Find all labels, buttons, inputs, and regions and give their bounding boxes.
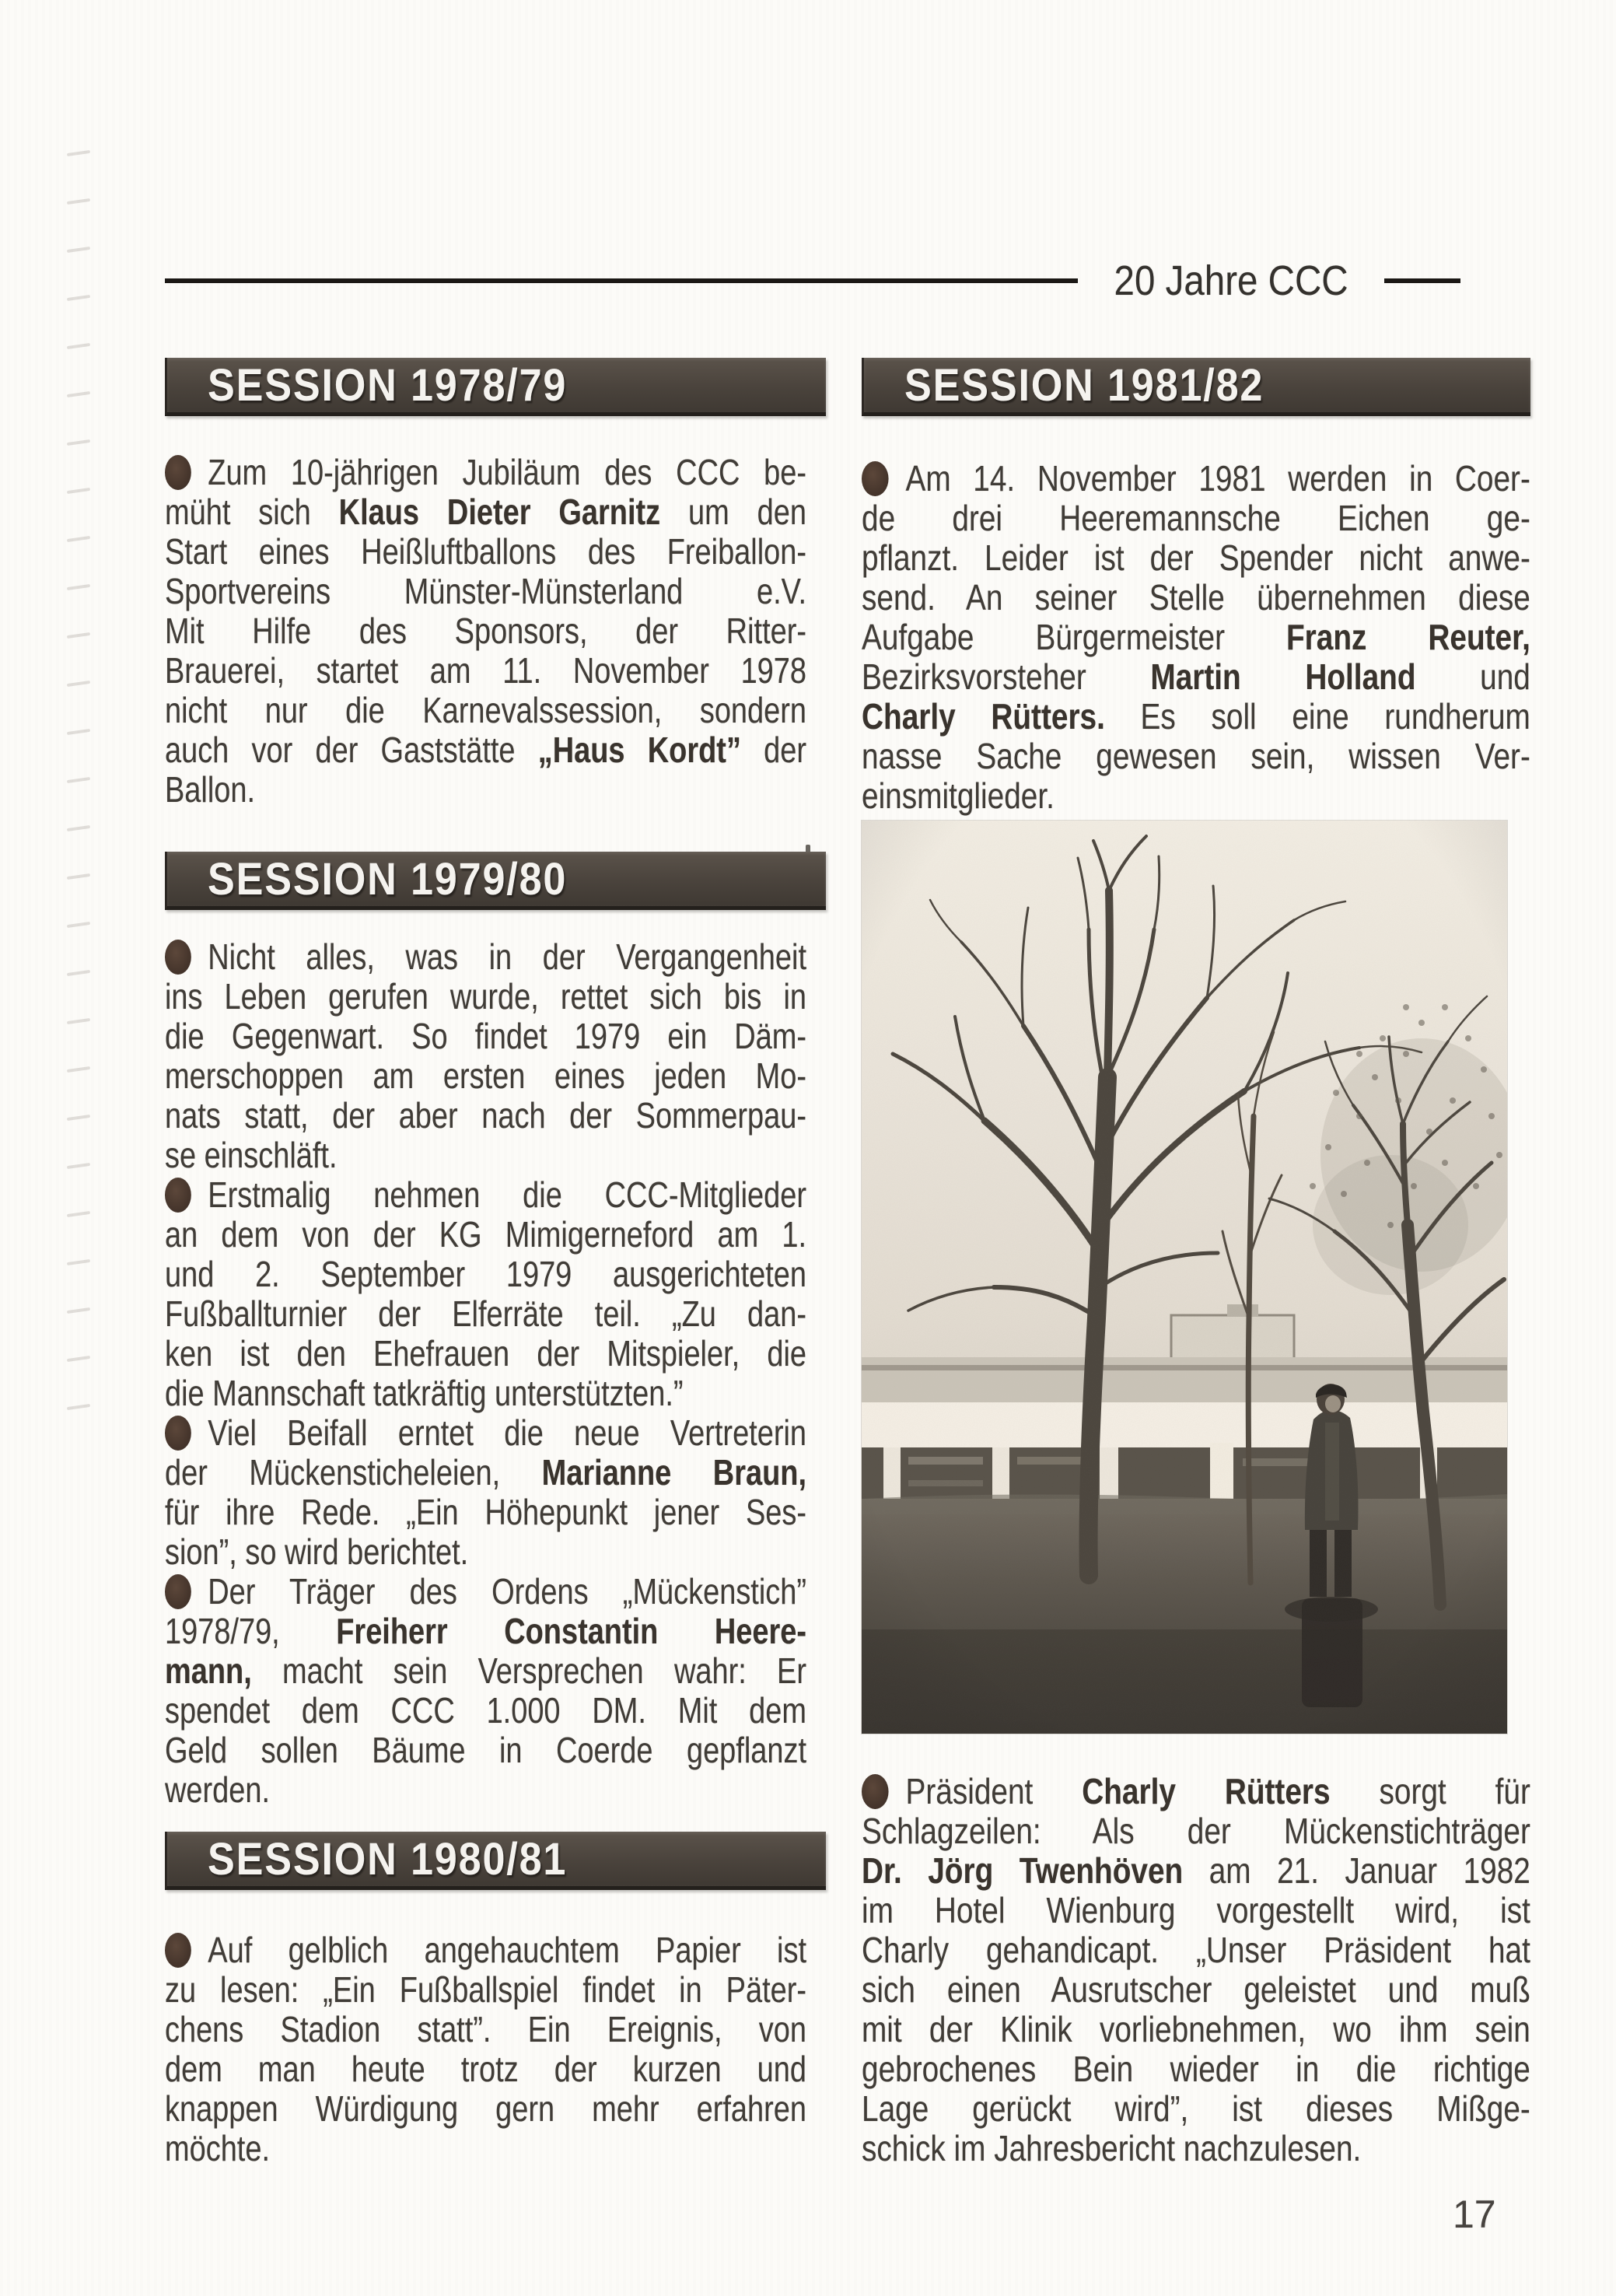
text-line — [165, 492, 806, 532]
binding-mark — [67, 343, 90, 349]
text-segment: möchte. — [165, 2128, 271, 2168]
text-segment: Lage gerückt wird”, ist dieses Mißge- — [862, 2088, 1530, 2129]
text-line — [165, 453, 806, 492]
text-line — [862, 1772, 1530, 1811]
binding-mark — [67, 1018, 90, 1024]
section-header-label: SESSION 1978/79 — [208, 359, 568, 411]
bullet-icon — [165, 1178, 191, 1213]
section-header-label: SESSION 1979/80 — [208, 853, 568, 905]
text-line — [165, 2129, 806, 2168]
text-segment: müht sich — [165, 492, 339, 532]
text-line — [862, 2010, 1530, 2049]
paragraph — [165, 937, 806, 1175]
text-line — [862, 1811, 1530, 1851]
text-line — [165, 1096, 806, 1136]
text-segment: Bezirksvorsteher — [862, 656, 1151, 697]
text-line — [165, 1413, 806, 1453]
text-line — [862, 538, 1530, 578]
text-line — [165, 1334, 806, 1374]
text-line — [862, 459, 1530, 499]
paragraph — [862, 1772, 1530, 2168]
two-column-layout — [165, 358, 1534, 2296]
bullet-icon — [165, 940, 191, 975]
text-segment: die Gegenwart. So findet 1979 ein Däm- — [165, 1016, 806, 1056]
text-line — [862, 2089, 1530, 2129]
bold-text-segment: Charly Rütters. — [862, 696, 1105, 737]
paragraph — [165, 1930, 806, 2168]
text-segment: gebrochenes Bein wieder in die richtige — [862, 2049, 1530, 2089]
text-segment: ken ist den Ehefrauen der Mitspieler, die — [165, 1333, 806, 1374]
binding-mark — [67, 825, 90, 831]
text-segment: Viel Beifall erntet die neue Vertreterin — [208, 1412, 806, 1453]
text-line — [165, 1970, 806, 2010]
text-line — [862, 1970, 1530, 2010]
text-segment: und 2. September 1979 ausgerichteten — [165, 1254, 806, 1294]
paragraph — [165, 1175, 806, 1413]
text-segment: auch vor der Gaststätte — [165, 730, 538, 770]
text-segment: am 21. Januar 1982 — [1183, 1850, 1530, 1891]
text-segment: an dem von der KG Mimigerneford am 1. — [165, 1214, 806, 1255]
binding-mark — [67, 1356, 90, 1362]
bullet-icon — [165, 1574, 191, 1609]
text-segment: Brauerei, startet am 11. November 1978 — [165, 650, 806, 691]
text-line — [862, 2049, 1530, 2089]
text-line — [165, 611, 806, 651]
bold-text-segment: Freiherr Constantin Heere- — [336, 1611, 807, 1651]
paragraph — [165, 1413, 806, 1572]
binding-mark — [67, 488, 90, 494]
page-number: 17 — [1453, 2193, 1496, 2236]
text-segment: macht sein Versprechen wahr: Er — [251, 1650, 806, 1691]
section-header-bar — [165, 358, 826, 416]
text-segment: pflanzt. Leider ist der Spender nicht anwe- — [862, 537, 1530, 578]
bullet-icon — [165, 1416, 191, 1451]
text-segment: Nicht alles, was in der Vergangenheit — [208, 936, 806, 977]
text-segment: sion”, so wird berichtet. — [165, 1531, 469, 1572]
text-line — [862, 1891, 1530, 1930]
text-line — [165, 1691, 806, 1731]
text-line — [165, 1215, 806, 1255]
text-line — [165, 1731, 806, 1770]
text-line — [862, 657, 1530, 697]
text-segment: Geld sollen Bäume in Coerde gepflanzt — [165, 1730, 806, 1770]
text-segment: der Mückensticheleien, — [165, 1452, 542, 1493]
text-segment: mit der Klinik vorliebnehmen, wo ihm sein — [862, 2009, 1530, 2049]
text-segment: de drei Heeremannsche Eichen ge- — [862, 498, 1530, 538]
section-header-bar — [165, 852, 826, 910]
text-segment: sorgt für — [1330, 1771, 1530, 1811]
masthead-rule — [165, 278, 1078, 283]
text-segment: werden. — [165, 1769, 271, 1810]
text-segment: Ballon. — [165, 769, 256, 810]
binding-mark — [67, 681, 90, 687]
text-segment: sich einen Ausrutscher geleistet und muß — [862, 1969, 1530, 2010]
text-segment: 1978/79, — [165, 1611, 337, 1651]
binding-mark — [67, 198, 90, 205]
text-segment: Der Träger des Ordens „Mückenstich” — [208, 1571, 806, 1612]
text-segment: Aufgabe Bürgermeister — [862, 617, 1286, 657]
text-segment: einsmitglieder. — [862, 775, 1055, 816]
text-line — [165, 2089, 806, 2129]
masthead-rule-short — [1384, 278, 1460, 283]
text-line — [165, 1651, 806, 1691]
text-line — [165, 977, 806, 1017]
section-header-label: SESSION 1980/81 — [208, 1833, 568, 1885]
text-line — [862, 499, 1530, 538]
binding-mark — [67, 295, 90, 301]
text-line — [165, 691, 806, 730]
text-segment: chens Stadion statt”. Ein Ereignis, von — [165, 2009, 806, 2049]
right-column — [862, 358, 1530, 2168]
bold-text-segment: Martin Holland — [1150, 656, 1416, 697]
text-line — [862, 1930, 1530, 1970]
binding-mark — [67, 873, 90, 880]
binding-mark — [67, 777, 90, 783]
binding-mark — [67, 970, 90, 976]
paragraph — [165, 453, 806, 810]
binding-mark — [67, 1163, 90, 1169]
text-line — [165, 1930, 806, 1970]
text-line — [165, 1532, 806, 1572]
masthead — [165, 257, 1460, 305]
text-line — [165, 1453, 806, 1493]
bold-text-segment: mann, — [165, 1650, 252, 1691]
bullet-icon — [165, 1933, 191, 1968]
text-line — [165, 1255, 806, 1294]
photo-illustration — [862, 821, 1507, 1734]
text-line — [165, 532, 806, 572]
text-segment: knappen Würdigung gern mehr erfahren — [165, 2088, 806, 2129]
text-segment: dem man heute trotz der kurzen und — [165, 2049, 806, 2089]
text-segment: Schlagzeilen: Als der Mückenstichträger — [862, 1811, 1530, 1851]
text-line — [165, 937, 806, 977]
binding-mark — [67, 247, 90, 253]
text-segment: zu lesen: „Ein Fußballspiel findet in Päter- — [165, 1969, 806, 2010]
text-line — [165, 770, 806, 810]
text-segment: Präsident — [905, 1771, 1083, 1811]
text-line — [165, 1136, 806, 1175]
bold-text-segment: Marianne Braun, — [541, 1452, 806, 1493]
text-segment: für ihre Rede. „Ein Höhepunkt jener Ses- — [165, 1492, 806, 1532]
text-segment: ins Leben gerufen wurde, rettet sich bis in — [165, 976, 806, 1017]
paragraph — [862, 459, 1530, 816]
text-line — [165, 2010, 806, 2049]
bullet-icon — [862, 461, 889, 496]
binding-mark — [67, 729, 90, 735]
bold-text-segment: Charly Rütters — [1082, 1771, 1331, 1811]
text-line — [165, 1017, 806, 1056]
bold-text-segment: Klaus Dieter Garnitz — [338, 492, 661, 532]
section-header-label: SESSION 1981/82 — [904, 359, 1264, 411]
text-segment: Charly gehandicapt. „Unser Präsident hat — [862, 1930, 1530, 1970]
text-line — [165, 2049, 806, 2089]
masthead-title: 20 Jahre CCC — [1114, 257, 1348, 304]
text-segment: der — [740, 730, 807, 770]
text-line — [165, 1056, 806, 1096]
text-line — [862, 618, 1530, 657]
text-segment: Es soll eine rundherum — [1104, 696, 1530, 737]
text-line — [165, 572, 806, 611]
section-header-bar — [165, 1832, 826, 1890]
binding-mark — [67, 922, 90, 928]
text-segment: Fußballturnier der Elferräte teil. „Zu dan- — [165, 1293, 806, 1334]
bold-text-segment: „Haus Kordt” — [537, 730, 741, 770]
bold-text-segment: Franz Reuter, — [1285, 617, 1530, 657]
text-segment: Mit Hilfe des Sponsors, der Ritter- — [165, 611, 806, 651]
text-segment: um den — [660, 492, 806, 532]
binding-mark — [67, 1211, 90, 1217]
text-line — [165, 1374, 806, 1413]
text-segment: schick im Jahresbericht nachzulesen. — [862, 2128, 1362, 2168]
text-segment: Erstmalig nehmen die CCC-Mitglieder — [208, 1174, 806, 1215]
text-segment: send. An seiner Stelle übernehmen diese — [862, 577, 1530, 618]
binding-mark — [67, 1115, 90, 1121]
binding-mark — [67, 1404, 90, 1410]
text-segment: se einschläft. — [165, 1135, 338, 1175]
text-line — [862, 1851, 1530, 1891]
binding-mark — [67, 632, 90, 639]
text-line — [165, 651, 806, 691]
bullet-icon — [862, 1774, 889, 1809]
text-segment: nats statt, der aber nach der Sommerpau- — [165, 1095, 806, 1136]
text-line — [862, 737, 1530, 776]
binding-mark — [67, 584, 90, 590]
text-segment: spendet dem CCC 1.000 DM. Mit dem — [165, 1690, 806, 1731]
text-line — [165, 1294, 806, 1334]
text-line — [862, 2129, 1530, 2168]
text-segment: und — [1415, 656, 1530, 697]
text-line — [165, 1612, 806, 1651]
text-line — [862, 776, 1530, 816]
text-line — [862, 697, 1530, 737]
text-line — [165, 1493, 806, 1532]
binding-mark — [67, 150, 90, 156]
text-segment: merschoppen am ersten eines jeden Mo- — [165, 1055, 806, 1096]
text-line — [862, 578, 1530, 618]
binding-mark — [67, 439, 90, 446]
left-column — [165, 358, 826, 2168]
text-line — [165, 730, 806, 770]
text-segment: Am 14. November 1981 werden in Coer- — [905, 458, 1530, 499]
binding-mark — [67, 391, 90, 397]
bold-text-segment: Dr. Jörg Twenhöven — [862, 1850, 1184, 1891]
text-segment: Auf gelblich angehauchtem Papier ist — [208, 1930, 806, 1970]
section-header-bar — [862, 358, 1530, 416]
binding-mark — [67, 536, 90, 542]
binding-mark — [67, 1066, 90, 1073]
paragraph — [165, 1572, 806, 1810]
text-line — [165, 1175, 806, 1215]
text-segment: nasse Sache gewesen sein, wissen Ver- — [862, 736, 1530, 776]
binding-mark — [67, 1259, 90, 1265]
text-segment: Sportvereins Münster-Münsterland e.V. — [165, 571, 806, 611]
text-segment: die Mannschaft tatkräftig unterstützten.” — [165, 1373, 684, 1413]
text-segment: im Hotel Wienburg vorgestellt wird, ist — [862, 1890, 1530, 1930]
text-segment: nicht nur die Karnevalssession, sondern — [165, 690, 806, 730]
binding-mark — [67, 1307, 90, 1314]
text-segment: Start eines Heißluftballons des Freiballon- — [165, 531, 806, 572]
tree-planting-photo — [862, 821, 1507, 1734]
text-line — [165, 1770, 806, 1810]
text-line — [165, 1572, 806, 1612]
text-segment: Zum 10-jährigen Jubiläum des CCC be- — [208, 452, 806, 492]
bullet-icon — [165, 455, 191, 490]
